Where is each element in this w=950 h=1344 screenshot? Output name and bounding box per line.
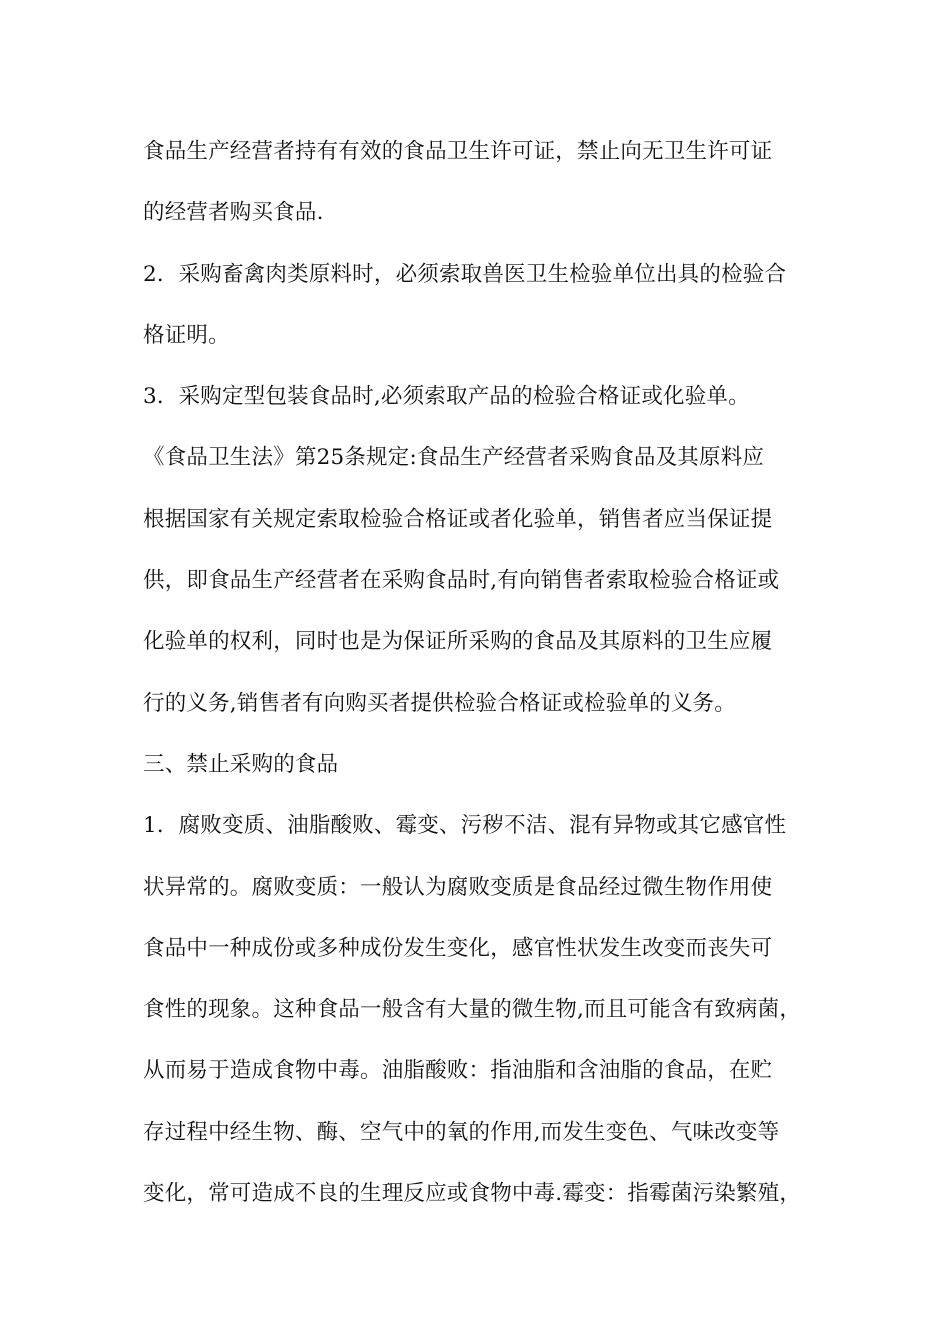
section-heading: 三、禁止采购的食品: [143, 751, 339, 777]
text-line: 《食品卫生法》第25条规定:食品生产经营者采购食品及其原料应: [143, 445, 765, 471]
text-line: 供，即食品生产经营者在采购食品时,有向销售者索取检验合格证或: [143, 568, 780, 594]
text-line: 食品生产经营者持有有效的食品卫生许可证，禁止向无卫生许可证: [143, 139, 773, 164]
text-line: 从而易于造成食物中毒。油脂酸败：指油脂和含油脂的食品，在贮: [143, 1058, 773, 1084]
text-line: 的经营者购买食品.: [143, 200, 324, 226]
text-line: 存过程中经生物、酶、空气中的氧的作用,而发生变色、气味改变等: [143, 1119, 780, 1145]
text-line: 变化，常可造成不良的生理反应或食物中毒.霉变：指霉菌污染繁殖，: [143, 1181, 802, 1207]
text-line: 格证明。: [143, 322, 230, 348]
text-line: 状异常的。腐败变质：一般认为腐败变质是食品经过微生物作用使: [143, 874, 773, 900]
text-line: 3．采购定型包装食品时,必须索取产品的检验合格证或化验单。: [143, 384, 750, 410]
text-line: 食性的现象。这种食品一般含有大量的微生物,而且可能含有致病菌，: [143, 997, 802, 1023]
text-line: 根据国家有关规定索取检验合格证或者化验单，销售者应当保证提: [143, 506, 773, 532]
document-body: [143, 131, 823, 1234]
text-line: 食品中一种成份或多种成份发生变化，感官性状发生改变而丧失可: [143, 935, 773, 961]
text-line: 1．腐败变质、油脂酸败、霉变、污秽不洁、混有异物或其它感官性: [143, 813, 787, 839]
text-line: 化验单的权利，同时也是为保证所采购的食品及其原料的卫生应履: [143, 629, 773, 655]
text-line: 行的义务,销售者有向购买者提供检验合格证或检验单的义务。: [143, 690, 736, 716]
text-line: 2．采购畜禽肉类原料时，必须索取兽医卫生检验单位出具的检验合: [143, 261, 787, 287]
